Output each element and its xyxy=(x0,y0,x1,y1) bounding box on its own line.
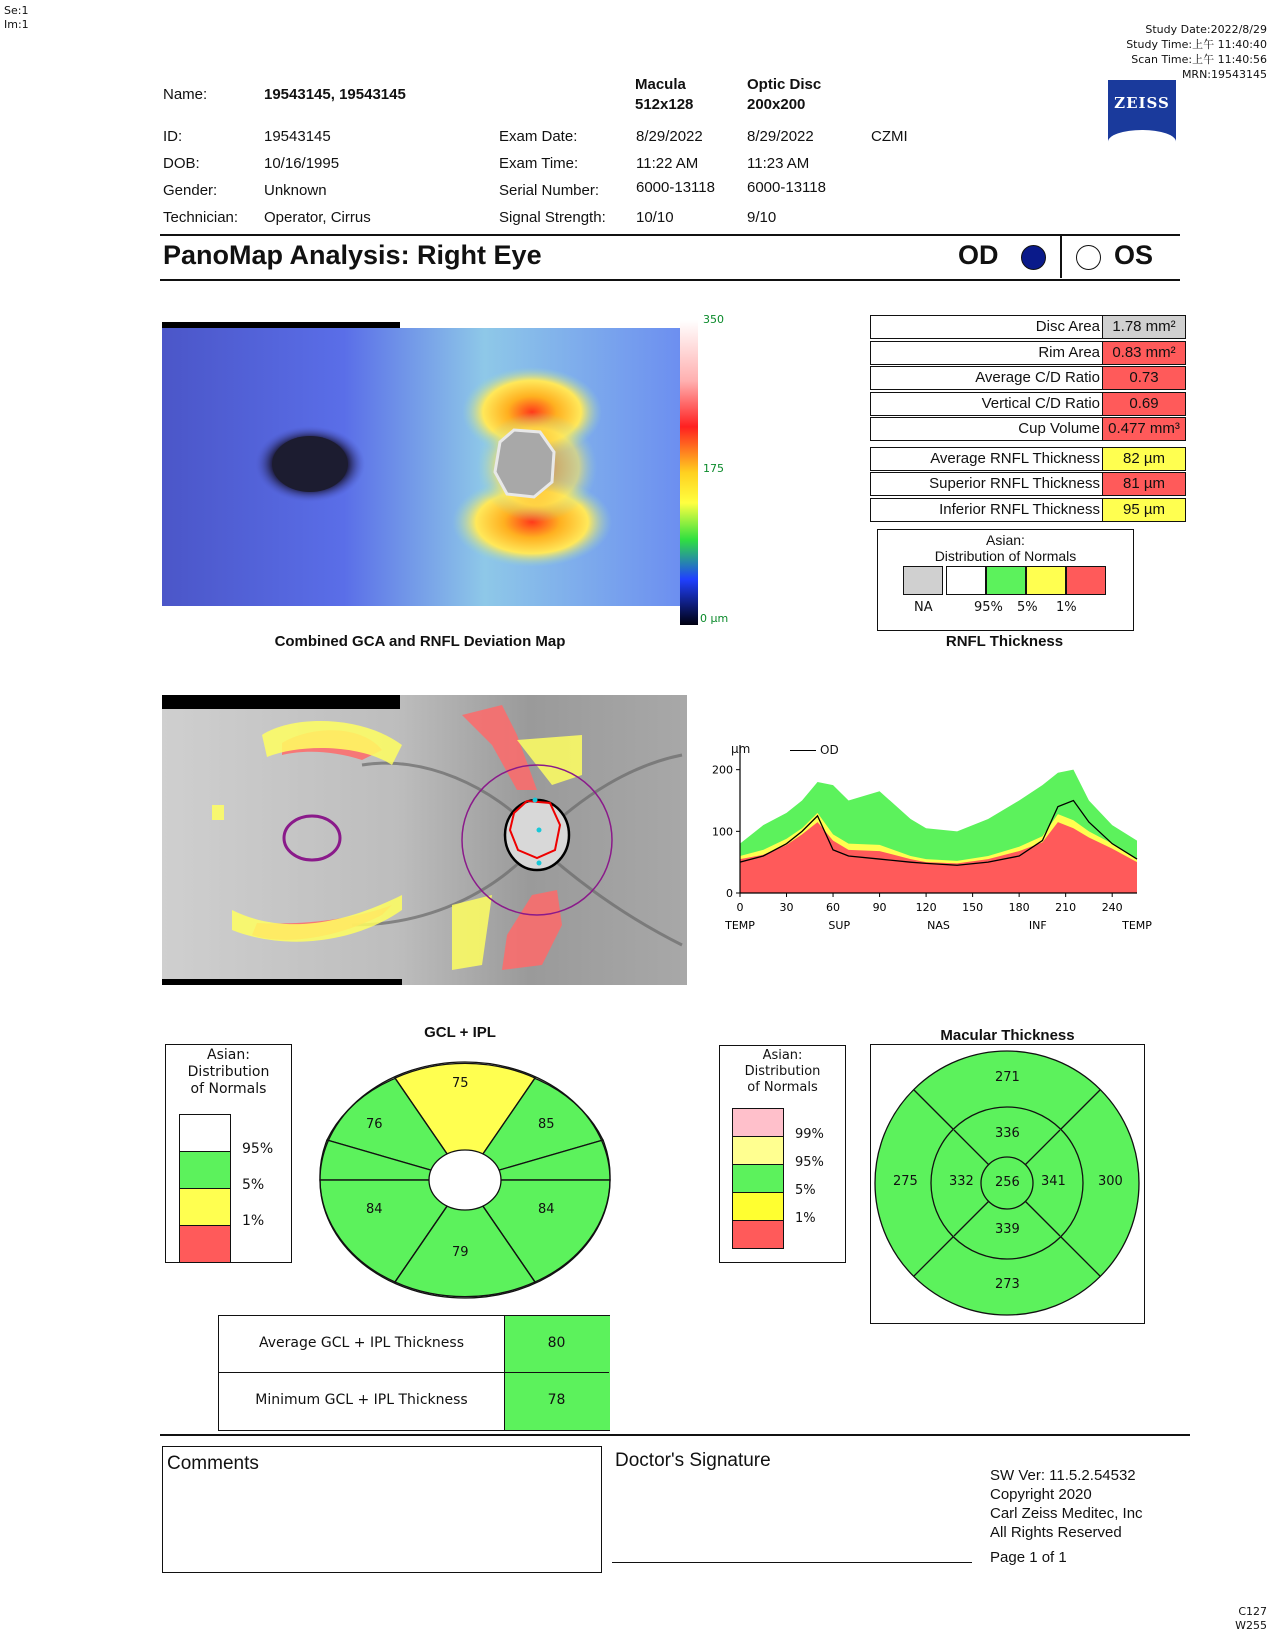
exam-time-macula: 11:22 AM xyxy=(636,155,699,172)
metric-row xyxy=(870,498,1186,522)
avg-rnfl-label: Average RNFL Thickness xyxy=(930,449,1100,467)
window-center: C127 xyxy=(1238,1605,1267,1618)
legend-1: 1% xyxy=(1056,600,1077,615)
corner-info xyxy=(4,4,29,32)
title-rule-top xyxy=(160,234,1180,236)
disc-area-value: 1.78 mm² xyxy=(1102,316,1185,338)
tsnit-region-label: SUP xyxy=(828,919,851,932)
tsnit-x-tick-label: 150 xyxy=(962,901,984,914)
macula-resolution: 512x128 xyxy=(635,96,694,113)
disc-header: Optic Disc xyxy=(747,76,822,93)
macular-legend-95: 95% xyxy=(795,1155,824,1170)
sup-rnfl-label: Superior RNFL Thickness xyxy=(929,475,1100,492)
company: Carl Zeiss Meditec, Inc xyxy=(990,1505,1143,1522)
gcl-legend xyxy=(165,1044,292,1263)
metric-row xyxy=(870,341,1186,365)
metric-row xyxy=(870,392,1186,416)
gcl-value-inf: 79 xyxy=(452,1245,469,1260)
exam-time-label: Exam Time: xyxy=(499,155,579,172)
gender-label: Gender: xyxy=(163,182,218,199)
gcl-value-suptemp: 76 xyxy=(366,1117,383,1132)
rim-area-label: Rim Area xyxy=(1038,343,1100,361)
software-info xyxy=(990,1466,1143,1567)
comments-label: Comments xyxy=(167,1453,259,1474)
scale-mid-label: 175 xyxy=(703,462,724,475)
rnfl-normals-legend xyxy=(877,529,1134,631)
os-label: OS xyxy=(1114,240,1154,270)
organization: CZMI xyxy=(871,128,908,145)
macular-legend-99: 99% xyxy=(795,1127,824,1142)
legend-na: NA xyxy=(914,600,933,615)
rnfl-caption: RNFL Thickness xyxy=(945,633,1064,650)
avg-rnfl-value: 82 µm xyxy=(1102,448,1185,470)
metric-row xyxy=(870,447,1186,471)
mac-inner-bottom: 339 xyxy=(995,1222,1020,1237)
legend-95: 95% xyxy=(974,600,1003,615)
patient-dob: 10/16/1995 xyxy=(264,155,340,172)
macular-title: Macular Thickness xyxy=(940,1027,1075,1044)
swatch-na xyxy=(903,566,943,595)
macula-header: Macula xyxy=(635,76,686,93)
patient-gender: Unknown xyxy=(264,182,327,199)
zeiss-logo xyxy=(1108,80,1176,144)
signal-macula: 10/10 xyxy=(636,209,674,226)
macular-legend-title xyxy=(720,1048,845,1096)
avg-gcl-label: Average GCL + IPL Thickness xyxy=(258,1335,464,1351)
mac-center: 256 xyxy=(995,1175,1020,1190)
macular-legend-1: 1% xyxy=(795,1211,816,1226)
cup-volume-value: 0.477 mm³ xyxy=(1102,418,1185,440)
od-label: OD xyxy=(958,240,999,270)
serial-label: Serial Number: xyxy=(499,182,600,199)
tsnit-y-tick-label: 0 xyxy=(726,887,733,900)
scale-top-label: 350 xyxy=(703,313,724,326)
dob-label: DOB: xyxy=(163,155,200,172)
avg-cd-value: 0.73 xyxy=(1102,367,1185,389)
deviation-map-caption: Combined GCA and RNFL Deviation Map xyxy=(274,633,566,650)
legend-title: Asian: xyxy=(986,532,1025,548)
corner-bottom xyxy=(1235,1605,1267,1633)
gcl-legend-1: 1% xyxy=(242,1213,265,1229)
inf-rnfl-label: Inferior RNFL Thickness xyxy=(939,500,1100,518)
metric-row xyxy=(870,366,1186,390)
thickness-color-scale xyxy=(680,320,700,625)
vert-cd-label: Vertical C/D Ratio xyxy=(981,394,1100,412)
mac-inner-left: 332 xyxy=(949,1174,974,1189)
tsnit-region-label: TEMP xyxy=(1122,919,1152,932)
inf-rnfl-value: 95 µm xyxy=(1102,499,1185,521)
tsnit-y-tick-label: 200 xyxy=(712,763,733,777)
sw-version: SW Ver: 11.5.2.54532 xyxy=(990,1467,1136,1484)
tsnit-legend-line xyxy=(790,750,816,751)
macular-swatch-lightyellow xyxy=(732,1136,784,1165)
gcl-legend-5: 5% xyxy=(242,1177,265,1193)
legend-subtitle: Distribution of Normals xyxy=(934,548,1077,564)
mac-outer-right: 300 xyxy=(1098,1174,1123,1189)
rights: All Rights Reserved xyxy=(990,1524,1122,1541)
tech-label: Technician: xyxy=(163,209,239,226)
exam-date-label: Exam Date: xyxy=(499,128,578,145)
eye-divider xyxy=(1060,236,1062,278)
disc-resolution: 200x200 xyxy=(747,96,806,113)
technician: Operator, Cirrus xyxy=(264,209,371,226)
mac-outer-bottom: 273 xyxy=(995,1277,1020,1292)
min-gcl-label: Minimum GCL + IPL Thickness xyxy=(255,1392,468,1408)
gcl-value-sup: 75 xyxy=(452,1076,469,1091)
window-width: W255 xyxy=(1235,1619,1267,1632)
gcl-value-inftemp: 84 xyxy=(366,1202,383,1217)
macular-frame xyxy=(870,1044,1145,1324)
study-info xyxy=(1126,22,1267,82)
tsnit-x-tick-label: 30 xyxy=(779,901,794,914)
mrn: MRN:19543145 xyxy=(1181,68,1267,81)
exam-date-disc: 8/29/2022 xyxy=(747,128,814,145)
tsnit-x-tick-label: 180 xyxy=(1008,901,1030,914)
tsnit-y-tick-label: 100 xyxy=(712,825,733,839)
page-title: PanoMap Analysis: Right Eye xyxy=(163,240,542,270)
tsnit-x-tick-label: 210 xyxy=(1055,901,1077,914)
tsnit-region-label: TEMP xyxy=(725,919,755,932)
tsnit-region-label: INF xyxy=(1028,919,1047,932)
patient-id: 19543145 xyxy=(264,128,331,145)
min-gcl-value: 78 xyxy=(547,1392,566,1408)
mac-outer-top: 271 xyxy=(995,1070,1020,1085)
os-radio[interactable] xyxy=(1076,245,1101,270)
signal-label: Signal Strength: xyxy=(499,209,606,226)
gcl-legend-title-1: Asian: xyxy=(207,1047,250,1063)
gcl-summary-table xyxy=(218,1315,610,1431)
patient-name: 19543145, 19543145 xyxy=(264,86,406,103)
scan-time: Scan Time:上午 11:40:56 xyxy=(1131,53,1267,66)
legend-5: 5% xyxy=(1017,600,1038,615)
swatch-yellow xyxy=(1026,566,1066,595)
mac-inner-right: 341 xyxy=(1041,1174,1066,1189)
signal-disc: 9/10 xyxy=(747,209,777,226)
macular-swatch-yellow xyxy=(732,1192,784,1221)
signature-line[interactable] xyxy=(612,1562,972,1563)
macular-legend-title-2: Distribution xyxy=(744,1064,821,1079)
tsnit-x-tick-label: 240 xyxy=(1101,901,1123,914)
title-rule-bottom xyxy=(160,279,1180,281)
gcl-ellipse-map xyxy=(315,1060,615,1305)
macular-swatch-red xyxy=(732,1220,784,1249)
metrics-table xyxy=(870,315,1186,523)
tsnit-legend-label: OD xyxy=(820,743,839,757)
avg-cd-label: Average C/D Ratio xyxy=(975,369,1100,386)
comments-box[interactable] xyxy=(162,1446,602,1573)
page-number: Page 1 of 1 xyxy=(990,1549,1067,1566)
vert-cd-value: 0.69 xyxy=(1102,393,1185,415)
tsnit-x-tick-label: 120 xyxy=(915,901,937,914)
zeiss-logo-text: ZEISS xyxy=(1114,94,1170,112)
metric-row xyxy=(870,472,1186,496)
cup-volume-label: Cup Volume xyxy=(1018,420,1100,437)
tsnit-chart xyxy=(712,735,1152,935)
metric-row xyxy=(870,315,1186,339)
mac-inner-top: 336 xyxy=(995,1126,1020,1141)
tsnit-x-tick-label: 90 xyxy=(872,901,887,914)
macular-legend-title-1: Asian: xyxy=(762,1048,803,1063)
avg-gcl-value: 80 xyxy=(547,1335,566,1351)
gcl-swatch-red xyxy=(179,1225,231,1263)
disc-area-label: Disc Area xyxy=(1035,318,1100,335)
swatch-white xyxy=(946,566,986,595)
macular-legend-title-3: of Normals xyxy=(747,1080,818,1095)
macular-legend xyxy=(719,1045,846,1263)
copyright: Copyright 2020 xyxy=(990,1486,1092,1503)
scale-bottom-label: 0 µm xyxy=(700,612,729,625)
gcl-value-supnas: 85 xyxy=(538,1117,555,1132)
serial-macula: 6000-13118 xyxy=(636,179,715,196)
sup-rnfl-value: 81 µm xyxy=(1102,473,1185,495)
gcl-legend-title xyxy=(166,1047,291,1098)
exam-time-disc: 11:23 AM xyxy=(747,155,810,172)
study-time: Study Time:上午 11:40:40 xyxy=(1126,38,1267,51)
gcl-swatch-green xyxy=(179,1151,231,1189)
id-label: ID: xyxy=(163,128,183,145)
metric-row xyxy=(870,417,1186,441)
mac-outer-left: 275 xyxy=(893,1174,918,1189)
macular-legend-5: 5% xyxy=(795,1183,816,1198)
macular-swatch-pink xyxy=(732,1108,784,1137)
name-label: Name: xyxy=(163,86,208,103)
tsnit-region-label: NAS xyxy=(927,919,950,932)
gcl-swatch-yellow xyxy=(179,1188,231,1226)
gcl-legend-title-2: Distribution xyxy=(187,1064,270,1080)
gcl-title: GCL + IPL xyxy=(424,1024,496,1041)
od-radio-selected[interactable] xyxy=(1021,245,1046,270)
gcl-value-infnas: 84 xyxy=(538,1202,555,1217)
gcl-legend-95: 95% xyxy=(242,1141,274,1157)
gcl-legend-title-3: of Normals xyxy=(190,1081,267,1097)
footer-rule xyxy=(160,1434,1190,1436)
rim-area-value: 0.83 mm² xyxy=(1102,342,1185,364)
tsnit-x-tick-label: 60 xyxy=(826,901,841,914)
serial-disc: 6000-13118 xyxy=(747,179,826,196)
tsnit-x-tick-label: 0 xyxy=(736,901,744,914)
swatch-green xyxy=(986,566,1026,595)
fundus-image xyxy=(162,695,687,985)
macular-swatch-green xyxy=(732,1164,784,1193)
study-date: Study Date:2022/8/29 xyxy=(1145,23,1267,36)
signature-label: Doctor's Signature xyxy=(615,1450,771,1471)
gcl-swatch-white xyxy=(179,1114,231,1152)
swatch-red xyxy=(1066,566,1106,595)
exam-date-macula: 8/29/2022 xyxy=(636,128,703,145)
image-label: Im:1 xyxy=(4,18,29,31)
deviation-map-image xyxy=(162,322,682,612)
tsnit-unit: µm xyxy=(731,742,751,756)
series-label: Se:1 xyxy=(4,4,29,17)
